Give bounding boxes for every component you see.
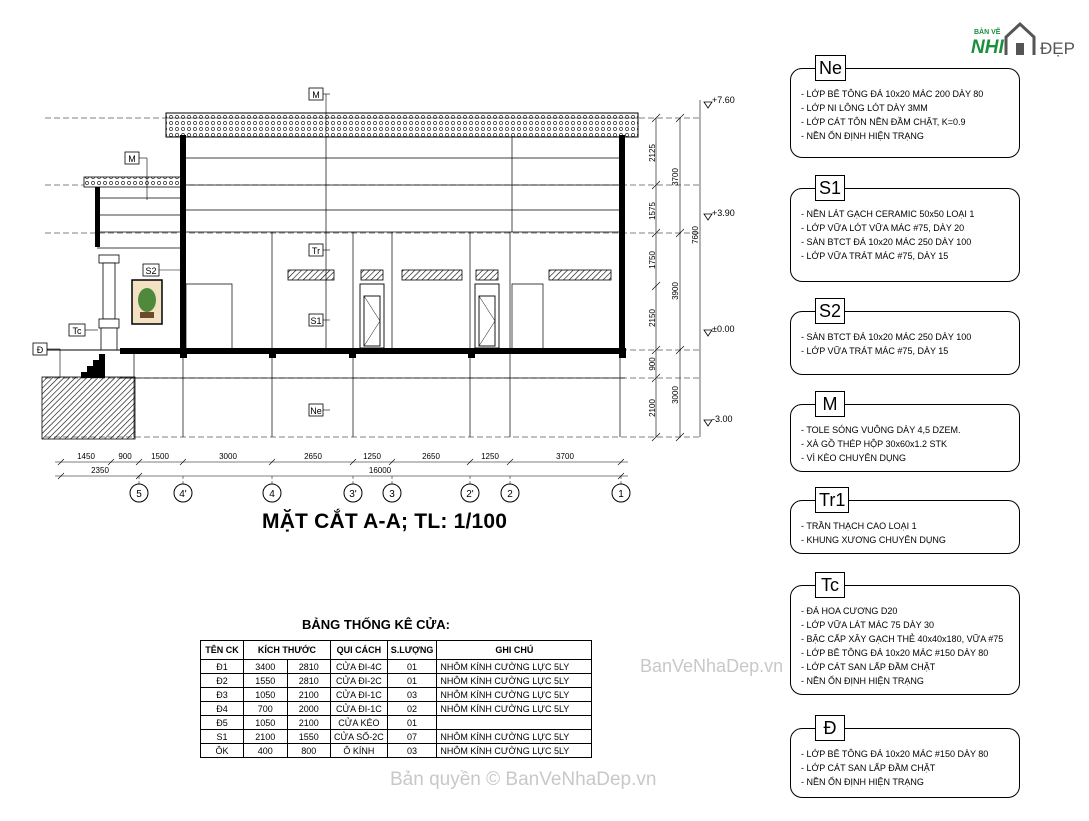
grid-axis-label: 5 [136, 489, 142, 500]
legend-list [801, 423, 961, 465]
table-cell: S1 [201, 730, 244, 744]
table-cell: Đ5 [201, 716, 244, 730]
table-row [201, 660, 592, 674]
table-cell: ÔK [201, 744, 244, 758]
legend-tag: M [815, 391, 845, 417]
table-header: TÊN CK [201, 641, 244, 660]
legend-line: - LỚP BÊ TÔNG ĐÁ 10x20 MÁC 200 DÀY 80 [801, 89, 984, 99]
legend-line: - NỀN LÁT GẠCH CERAMIC 50x50 LOẠI 1 [801, 209, 975, 219]
level-label: -3.00 [712, 414, 733, 424]
table-cell: 2100 [287, 688, 331, 702]
legend-line: - BẬC CẤP XÂY GẠCH THẺ 40x40x180, VỮA #75 [801, 634, 1004, 644]
table-cell: Đ2 [201, 674, 244, 688]
dim-bottom: 2650 [422, 452, 440, 461]
legend-box [790, 394, 1020, 472]
table-header: GHI CHÚ [437, 641, 592, 660]
legend-box [790, 718, 1020, 798]
wall-painting [132, 280, 162, 324]
table-cell: 800 [287, 744, 331, 758]
legend-list [801, 207, 974, 263]
section-tag: Đ [36, 345, 44, 355]
legend-tag: S1 [815, 175, 845, 201]
table-cell: 2810 [287, 660, 331, 674]
logo-dep: ĐẸP [1040, 39, 1075, 58]
table-cell: 02 [387, 702, 437, 716]
level-label: +3.90 [712, 208, 735, 218]
legend-list [801, 87, 983, 143]
table-cell: 03 [387, 688, 437, 702]
table-cell: 01 [387, 660, 437, 674]
dim-bottom: 1450 [77, 452, 95, 461]
grid-axis-label: 3' [349, 489, 357, 500]
watermark: BanVeNhaDep.vn [640, 656, 784, 676]
table-cell: 03 [387, 744, 437, 758]
table-cell: 1550 [287, 730, 331, 744]
table-cell: 400 [244, 744, 288, 758]
table-cell: CỬA KÉO [331, 716, 388, 730]
legend-tag: Tr1 [815, 487, 849, 513]
table-cell: CỬA ĐI-2C [331, 674, 388, 688]
doors [360, 284, 499, 348]
dim-bottom: 3000 [219, 452, 237, 461]
dim-right: 2150 [648, 309, 657, 327]
table-cell: 2810 [287, 674, 331, 688]
dim-right-total: 7600 [691, 226, 700, 244]
legend-list [801, 747, 988, 789]
table-cell: NHÔM KÍNH CƯỜNG LỰC 5LY [437, 744, 592, 758]
table-cell: NHÔM KÍNH CƯỜNG LỰC 5LY [437, 702, 592, 716]
logo-nhi: NHI [971, 37, 1004, 58]
legend-line: - LỚP BÊ TÔNG ĐÁ 10x20 MÁC #150 DÀY 80 [801, 648, 989, 658]
door-schedule-table [200, 640, 592, 758]
table-cell: 3400 [244, 660, 288, 674]
section-tag: M [128, 154, 136, 164]
level-label: +7.60 [712, 95, 735, 105]
legend-line: - LỚP VỮA LÁT MÁC 75 DÀY 30 [801, 620, 934, 630]
logo-top-text: BẢN VẼ [974, 29, 1001, 36]
legend-line: - LỚP VỮA TRÁT MÁC #75, DÀY 15 [801, 346, 949, 356]
table-row [201, 688, 592, 702]
table-cell: NHÔM KÍNH CƯỜNG LỰC 5LY [437, 674, 592, 688]
legend-line: - LỚP CÁT SAN LẤP ĐẦM CHẶT [801, 662, 936, 672]
table-cell: NHÔM KÍNH CƯỜNG LỰC 5LY [437, 730, 592, 744]
table-cell: 1050 [244, 688, 288, 702]
legend-line: - VÌ KÈO CHUYÊN DỤNG [801, 453, 907, 463]
dim-right-2: 3900 [671, 282, 680, 300]
legend-tag: Tc [815, 572, 845, 598]
dim-right-2: 3700 [671, 168, 680, 186]
table-cell: 01 [387, 716, 437, 730]
table-header: S.LƯỢNG [387, 641, 437, 660]
table-cell: CỬA ĐI-1C [331, 688, 388, 702]
dim-bottom: 3700 [556, 452, 574, 461]
grid-axis-label: 2 [507, 489, 513, 500]
table-cell: 01 [387, 674, 437, 688]
grid-axis-label: 2' [466, 489, 474, 500]
porch-column [99, 255, 119, 350]
grid-axis-label: 4 [269, 489, 275, 500]
legend-box [790, 58, 1020, 158]
table-header: QUI CÁCH [331, 641, 388, 660]
dim-right: 2100 [648, 399, 657, 417]
table-cell: 2100 [244, 730, 288, 744]
table-cell: Ô KÍNH [331, 744, 388, 758]
watermark: Bản quyền © BanVeNhaDep.vn [390, 769, 657, 790]
table-cell: CỬA ĐI-1C [331, 702, 388, 716]
legend-tag: S2 [815, 298, 845, 324]
legend-line: - LỚP CÁT TÔN NỀN ĐẦM CHẶT, K=0.9 [801, 117, 966, 127]
door-table-title: BẢNG THỐNG KÊ CỬA: [302, 617, 451, 632]
main-roof [166, 113, 638, 137]
legend-tag: Đ [815, 715, 845, 741]
legend-list [801, 604, 1003, 688]
dim-right: 900 [648, 357, 657, 371]
table-cell: CỬA ĐI-4C [331, 660, 388, 674]
table-cell: Đ1 [201, 660, 244, 674]
table-cell: 1550 [244, 674, 288, 688]
dim-right: 1750 [648, 251, 657, 269]
table-cell: Đ4 [201, 702, 244, 716]
legend-line: - LỚP CÁT SAN LẤP ĐẦM CHẶT [801, 763, 936, 773]
grid-axis-label: 1 [618, 489, 624, 500]
table-header: KÍCH THƯỚC [244, 641, 331, 660]
legend-line: - KHUNG XƯƠNG CHUYÊN DỤNG [801, 535, 946, 545]
section-title: MẶT CẮT A-A; TL: 1/100 [262, 510, 508, 533]
table-header-row [201, 641, 592, 660]
legend-line: - TOLE SÓNG VUÔNG DÀY 4,5 DZEM. [801, 425, 961, 435]
legend-line: - NỀN ỔN ĐỊNH HIỆN TRẠNG [801, 676, 924, 686]
windows [288, 270, 611, 280]
table-cell: NHÔM KÍNH CƯỜNG LỰC 5LY [437, 688, 592, 702]
legend-line: - SÀN BTCT ĐÁ 10x20 MÁC 250 DÀY 100 [801, 332, 972, 342]
section-tag: Ne [310, 406, 322, 416]
legend-line: - NỀN ỔN ĐỊNH HIỆN TRẠNG [801, 131, 924, 141]
dim-bottom-total: 16000 [368, 466, 392, 475]
table-row [201, 674, 592, 688]
dim-bottom-total: 2350 [91, 466, 109, 475]
dim-bottom: 1500 [151, 452, 169, 461]
table-cell: 2100 [287, 716, 331, 730]
legend-line: - XÀ GỒ THÉP HỘP 30x60x1.2 STK [801, 439, 948, 449]
legend-line: - LỚP VỮA TRÁT MÁC #75, DÀY 15 [801, 251, 949, 261]
table-row [201, 702, 592, 716]
legend-list [801, 330, 971, 358]
table-cell: 07 [387, 730, 437, 744]
table-cell [437, 716, 592, 730]
table-cell: Đ3 [201, 688, 244, 702]
legend-line: - ĐÁ HOA CƯƠNG D20 [801, 606, 898, 616]
table-cell: 2000 [287, 702, 331, 716]
dim-right: 1575 [648, 202, 657, 220]
legend-line: - LỚP VỮA LÓT VỮA MÁC #75, DÀY 20 [801, 223, 965, 233]
table-row [201, 716, 592, 730]
legend-box [790, 301, 1020, 375]
table-cell: NHÔM KÍNH CƯỜNG LỰC 5LY [437, 660, 592, 674]
legend-line: - NỀN ỔN ĐỊNH HIỆN TRẠNG [801, 777, 924, 787]
legend-box [790, 490, 1020, 554]
dim-bottom: 2650 [304, 452, 322, 461]
legend-tag: Ne [815, 55, 846, 81]
grid-axis-label: 4' [179, 489, 187, 500]
dim-bottom: 1250 [481, 452, 499, 461]
legend-list [801, 519, 946, 547]
table-cell: 700 [244, 702, 288, 716]
section-tag: S2 [145, 266, 157, 276]
section-tag: Tc [72, 326, 82, 336]
dim-bottom: 900 [118, 452, 132, 461]
dim-bottom: 1250 [363, 452, 381, 461]
table-cell: CỬA SỔ-2C [331, 730, 388, 744]
section-tag: S1 [310, 316, 322, 326]
legend-line: - LỚP BÊ TÔNG ĐÁ 10x20 MÁC #150 DÀY 80 [801, 749, 989, 759]
entry-steps [75, 354, 105, 378]
table-row [201, 744, 592, 758]
grid-axis-label: 3 [389, 489, 395, 500]
legend-line: - SÀN BTCT ĐÁ 10x20 MÁC 250 DÀY 100 [801, 237, 972, 247]
brand-logo [966, 15, 1076, 65]
section-tag: M [312, 90, 320, 100]
side-roof [84, 177, 183, 187]
legend-box [790, 575, 1020, 695]
legend-line: - LỚP NI LÔNG LÓT DÀY 3MM [801, 103, 928, 113]
legend-box [790, 178, 1020, 282]
dim-right-2: 3000 [671, 386, 680, 404]
legend-line: - TRẦN THẠCH CAO LOẠI 1 [801, 521, 917, 531]
table-cell: 1050 [244, 716, 288, 730]
dim-right: 2125 [648, 144, 657, 162]
table-row [201, 730, 592, 744]
section-tag: Tr [311, 246, 321, 256]
level-label: ±0.00 [712, 324, 735, 334]
ground-hatch [42, 377, 135, 439]
